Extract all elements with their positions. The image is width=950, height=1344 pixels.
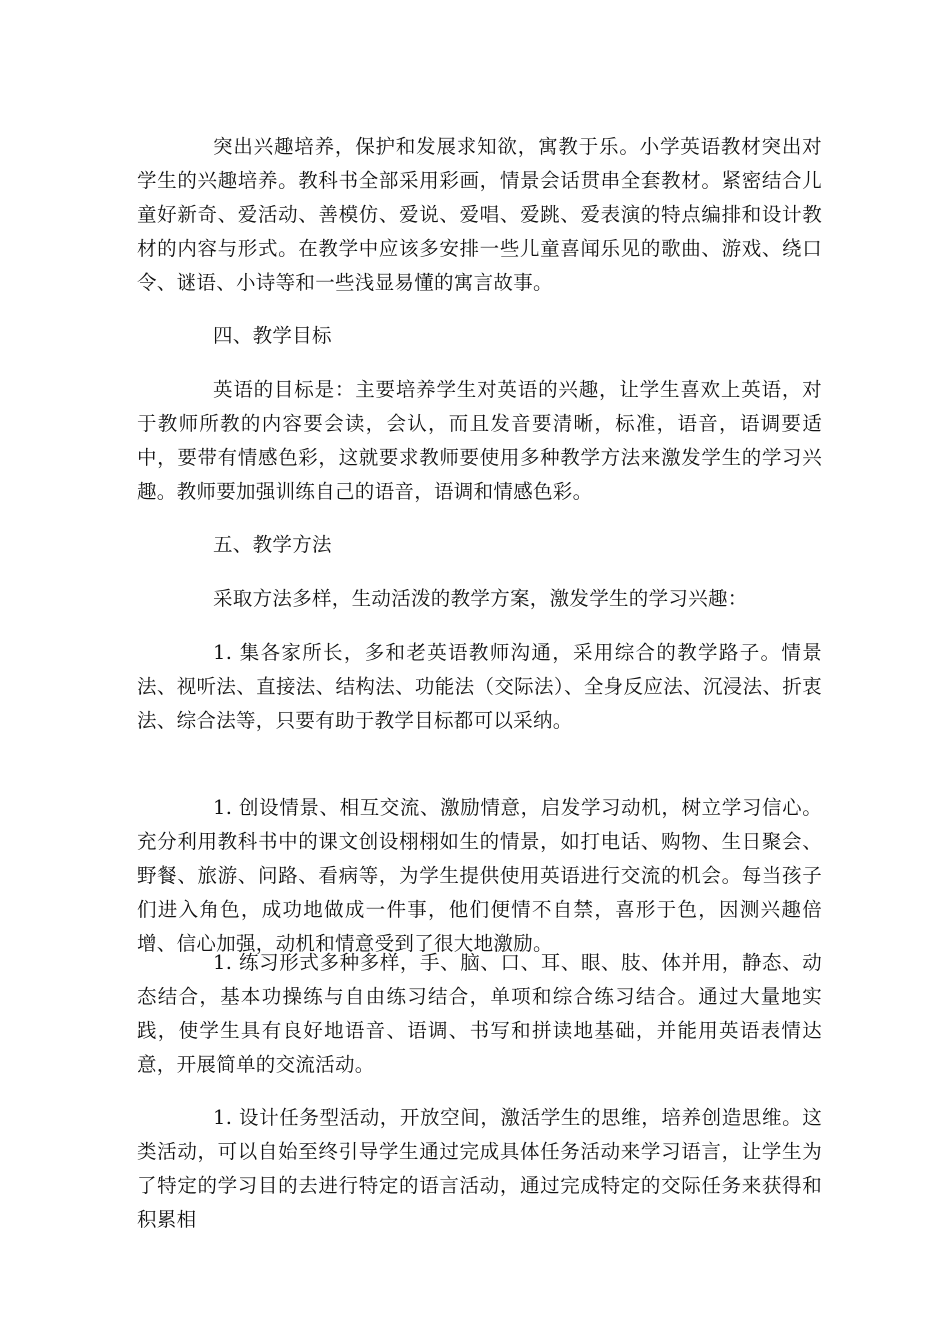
paragraph-interest-cultivation: 突出兴趣培养，保护和发展求知欲，寓教于乐。小学英语教材突出对学生的兴趣培养。教科书全部采用彩画，情景会话贯串全套教材。紧密结合儿童好新奇、爱活动、善模仿、爱说、爱唱、爱跳、爱表演的特点编排和设计教材的内容与形式。在教学中应该多安排一些儿童喜闻乐见的歌曲、游戏、绕口令、谜语、小诗等和一些浅显易懂的寓言故事。 <box>137 135 822 294</box>
heading-teaching-goals: 四、教学目标 <box>213 324 332 347</box>
list-item-method-4: 1. 设计任务型活动，开放空间，激活学生的思维，培养创造思维。这类活动，可以自始至终引导学生通过完成具体任务活动来学习语言，让学生为了特定的学习目的去进行特定的语言活动，通过完成特定的交际任务来获得和积累相 <box>137 1106 822 1231</box>
list-item-method-1: 1. 集各家所长，多和老英语教师沟通，采用综合的教学路子。情景法、视听法、直接法、结构法、功能法（交际法）、全身反应法、沉浸法、折衷法、综合法等，只要有助于教学目标都可以采纳。 <box>137 641 822 732</box>
list-item-method-3: 1. 练习形式多种多样，手、脑、口、耳、眼、肢、体并用，静态、动态结合，基本功操练与自由练习结合，单项和综合练习结合。通过大量地实践，使学生具有良好地语音、语调、书写和拼读地基础，并能用英语表情达意，开展简单的交流活动。 <box>137 951 822 1076</box>
heading-teaching-methods: 五、教学方法 <box>213 533 332 556</box>
list-item-method-2: 1. 创设情景、相互交流、激励情意，启发学习动机，树立学习信心。充分利用教科书中的课文创设栩栩如生的情景，如打电话、购物、生日聚会、野餐、旅游、问路、看病等，为学生提供使用英语进行交流的机会。每当孩子们进入角色，成功地做成一件事，他们便情不自禁，喜形于色，因测兴趣倍增、信心加强，动机和情意受到了很大地激励。 <box>137 796 822 955</box>
paragraph-teaching-goals: 英语的目标是：主要培养学生对英语的兴趣，让学生喜欢上英语，对于教师所教的内容要会读，会认，而且发音要清晰，标准，语音，语调要适中，要带有情感色彩，这就要求教师要使用多种教学方法来激发学生的学习兴趣。教师要加强训练自己的语音，语调和情感色彩。 <box>137 378 822 503</box>
paragraph-methods-intro: 采取方法多样，生动活泼的教学方案，激发学生的学习兴趣： <box>213 587 748 610</box>
